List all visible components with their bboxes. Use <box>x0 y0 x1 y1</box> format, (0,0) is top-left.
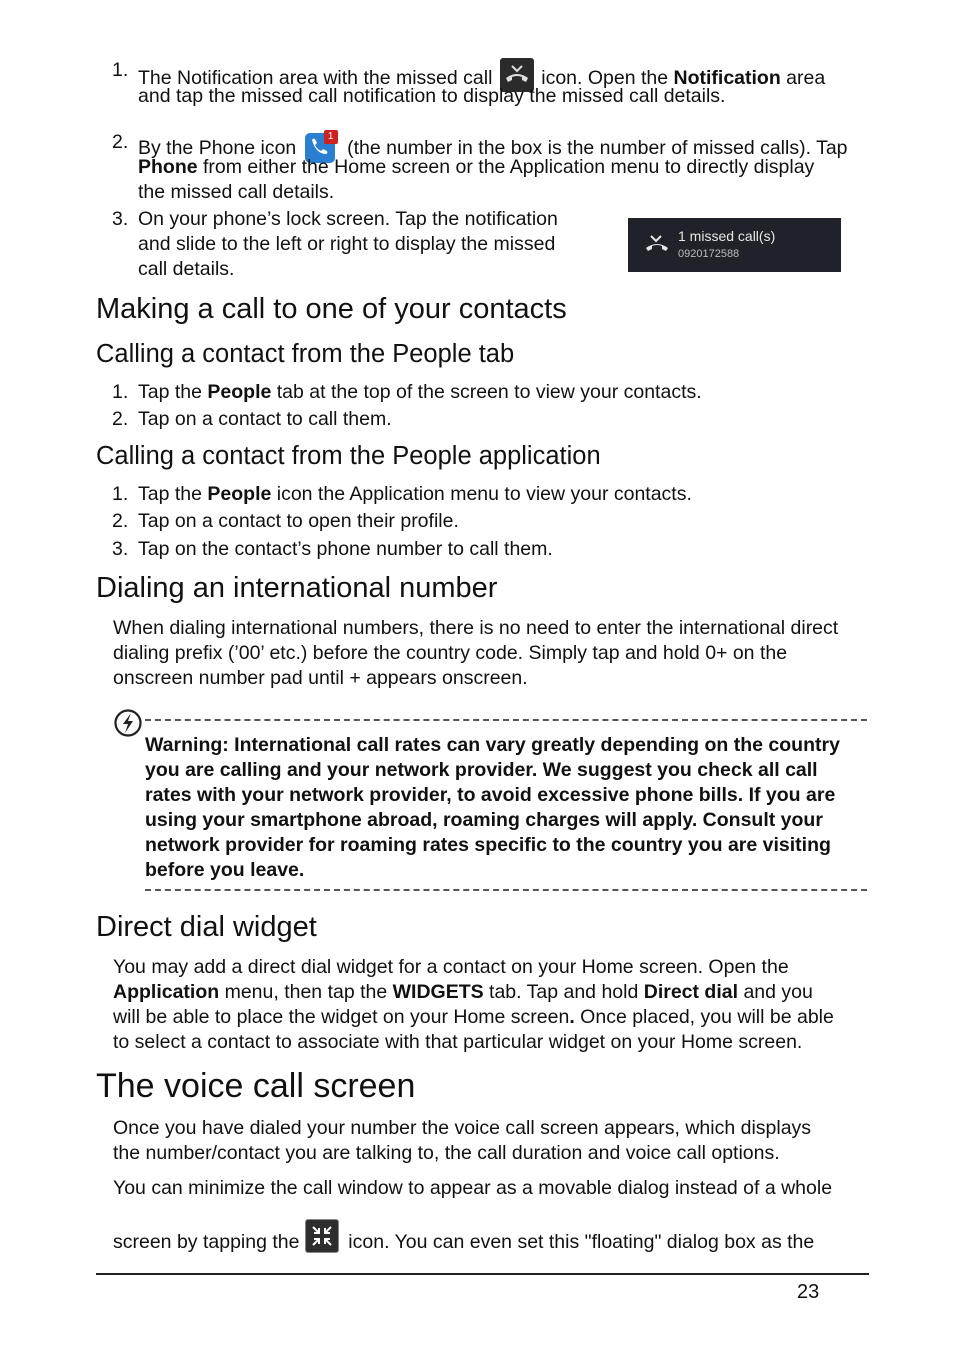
notification-title: 1 missed call(s) <box>678 228 776 244</box>
list-number: 1. <box>112 381 129 403</box>
missed-call-notification <box>628 218 841 272</box>
warning-line: you are calling and your network provider. We suggest you check all call <box>145 759 818 781</box>
list-item-line: Phone from either the Home screen or the Application menu to directly display <box>138 156 815 178</box>
paragraph-line: Once you have dialed your number the voice call screen appears, which displays <box>113 1117 812 1139</box>
section-heading: Dialing an international number <box>96 572 498 604</box>
list-item-line: the missed call details. <box>138 181 335 203</box>
paragraph-line: to select a contact to associate with that particular widget on your Home screen. <box>113 1031 803 1053</box>
list-item-line: and slide to the left or right to display the missed <box>138 233 556 255</box>
list-number: 2. <box>112 408 129 430</box>
paragraph-line: will be able to place the widget on your Home screen. Once placed, you will be able <box>113 1006 834 1028</box>
paragraph-line: You may add a direct dial widget for a contact on your Home screen. Open the <box>113 956 789 978</box>
missed-call-badge: 1 <box>324 130 338 144</box>
paragraph-line: You can minimize the call window to appear as a movable dialog instead of a whole <box>113 1177 833 1199</box>
footer-rule <box>96 1273 869 1275</box>
paragraph-line: the number/contact you are talking to, the call duration and voice call options. <box>113 1142 780 1164</box>
paragraph-line: screen by tapping the icon. You can even set this "floating" dialog box as the <box>113 1219 873 1255</box>
minimize-icon <box>305 1219 339 1253</box>
warning-line: using your smartphone abroad, roaming charges will apply. Consult your <box>145 809 823 831</box>
list-item: Tap the People icon the Application menu to view your contacts. <box>138 483 692 505</box>
list-number: 1. <box>112 59 129 81</box>
warning-line: before you leave. <box>145 859 305 881</box>
paragraph-line: When dialing international numbers, there is no need to enter the international direct <box>113 617 839 639</box>
list-item-line: On your phone’s lock screen. Tap the notification <box>138 208 558 230</box>
list-item: Tap on a contact to call them. <box>138 408 392 430</box>
list-number: 2. <box>112 510 129 532</box>
paragraph-line: Application menu, then tap the WIDGETS tab. Tap and hold Direct dial and you <box>113 981 813 1003</box>
list-item-line: and tap the missed call notification to display the missed call details. <box>138 85 726 107</box>
list-item: Tap the People tab at the top of the screen to view your contacts. <box>138 381 702 403</box>
warning-line: Warning: International call rates can vary greatly depending on the country <box>145 734 840 756</box>
list-number: 1. <box>112 483 129 505</box>
section-heading: Direct dial widget <box>96 911 317 943</box>
warning-icon <box>113 708 143 738</box>
list-item: The Notification area with the missed call icon. Open the Notification area <box>138 58 825 92</box>
page-number: 23 <box>797 1281 820 1303</box>
list-item-line: call details. <box>138 258 235 280</box>
subsection-heading: Calling a contact from the People tab <box>96 340 515 368</box>
list-number: 3. <box>112 538 129 560</box>
subsection-heading: Calling a contact from the People application <box>96 442 601 470</box>
warning-top-divider <box>145 719 867 721</box>
warning-bottom-divider <box>145 889 867 891</box>
missed-call-icon <box>644 232 670 256</box>
list-number: 3. <box>112 208 129 230</box>
list-item: Tap on a contact to open their profile. <box>138 510 459 532</box>
notification-number: 0920172588 <box>678 248 740 260</box>
paragraph-line: onscreen number pad until + appears onscreen. <box>113 667 528 689</box>
chapter-heading: The voice call screen <box>96 1067 416 1105</box>
section-heading: Making a call to one of your contacts <box>96 293 567 325</box>
paragraph-line: dialing prefix (’00’ etc.) before the country code. Simply tap and hold 0+ on the <box>113 642 788 664</box>
list-item: By the Phone icon 1 (the number in the box is the number of missed calls). Tap <box>138 130 848 164</box>
warning-line: rates with your network provider, to avoid excessive phone bills. If you are <box>145 784 836 806</box>
list-item: Tap on the contact’s phone number to call them. <box>138 538 553 560</box>
list-number: 2. <box>112 131 129 153</box>
warning-line: network provider for roaming rates specific to the country you are visiting <box>145 834 831 856</box>
